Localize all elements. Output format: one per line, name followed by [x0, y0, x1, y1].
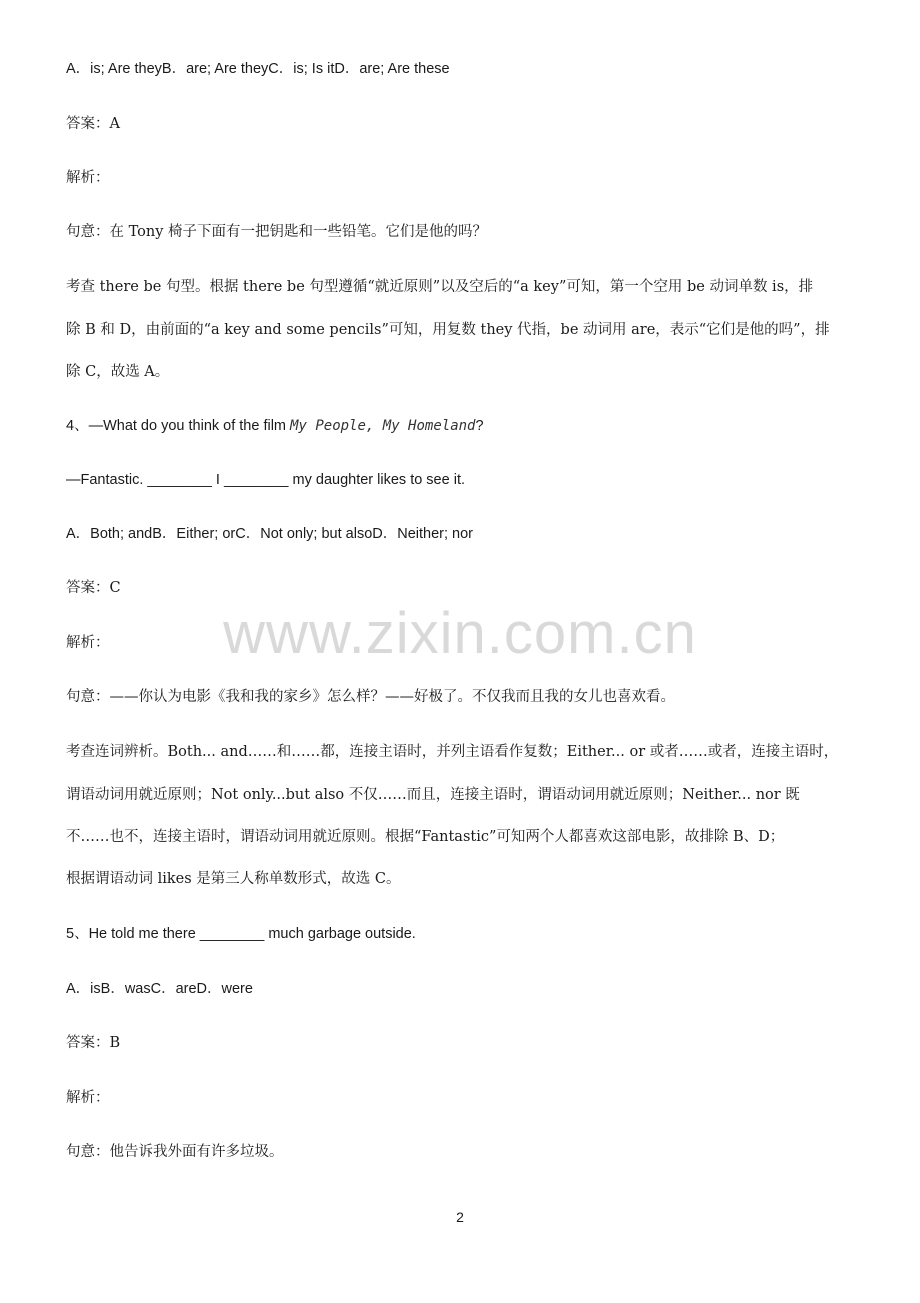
q4-answer: 答案：C [66, 580, 121, 596]
q4-film-title: My People, My Homeland [290, 418, 476, 434]
q4-analysis-label: 解析： [66, 635, 110, 651]
q3-meaning: 句意：在 Tony 椅子下面有一把钥匙和一些铅笔。它们是他的吗？ [66, 224, 488, 240]
q4-stem-text: 4、—What do you think of the film [66, 418, 291, 434]
q4-explanation-line-4: 根据谓语动词 likes 是第三人称单数形式，故选 C。 [66, 871, 401, 887]
q5-stem: 5、He told me there ________ much garbage outside. [66, 926, 416, 942]
q5-meaning: 句意：他告诉我外面有许多垃圾。 [66, 1144, 284, 1160]
q3-explanation-line-1: 考查 there be 句型。根据 there be 句型遵循“就近原则”以及空后的“a key”可知，第一个空用 be 动词单数 is，排 [66, 279, 814, 295]
q3-options: A．is; Are theyB．are; Are theyC．is; Is itD．are; Are these [66, 61, 450, 77]
q5-analysis-label: 解析： [66, 1090, 110, 1106]
page-number: 2 [456, 1209, 464, 1225]
q3-explanation-line-2: 除 B 和 D，由前面的“a key and some pencils”可知，用复数 they 代指，be 动词用 are，表示“它们是他的吗”，排 [66, 322, 830, 338]
q4-meaning: 句意：——你认为电影《我和我的家乡》怎么样？——好极了。不仅我而且我的女儿也喜欢看。 [66, 689, 675, 705]
q4-explanation-line-1: 考查连词辨析。Both... and……和……都，连接主语时，并列主语看作复数；Either... or 或者……或者，连接主语时， [66, 744, 839, 760]
q4-dialogue: —Fantastic. ________ I ________ my daughter likes to see it. [66, 472, 465, 488]
q5-options: A．isB．wasC．areD．were [66, 981, 253, 997]
q4-explanation-line-2: 谓语动词用就近原则；Not only...but also 不仅……而且，连接主语时，谓语动词用就近原则；Neither... nor 既 [66, 787, 800, 803]
q5-answer: 答案：B [66, 1035, 121, 1051]
q4-explanation-line-3: 不……也不，连接主语时，谓语动词用就近原则。根据“Fantastic”可知两个人都喜欢这部电影，故排除 B、D； [66, 829, 785, 845]
q3-explanation-line-3: 除 C，故选 A。 [66, 364, 170, 380]
q4-options: A．Both; andB．Either; orC．Not only; but alsoD．Neither; nor [66, 526, 473, 542]
q4-stem-end: ? [475, 418, 484, 434]
q3-analysis-label: 解析： [66, 170, 110, 186]
q4-stem [66, 416, 484, 436]
q3-answer: 答案：A [66, 116, 120, 132]
watermark: www.zixin.com.cn [223, 601, 697, 666]
